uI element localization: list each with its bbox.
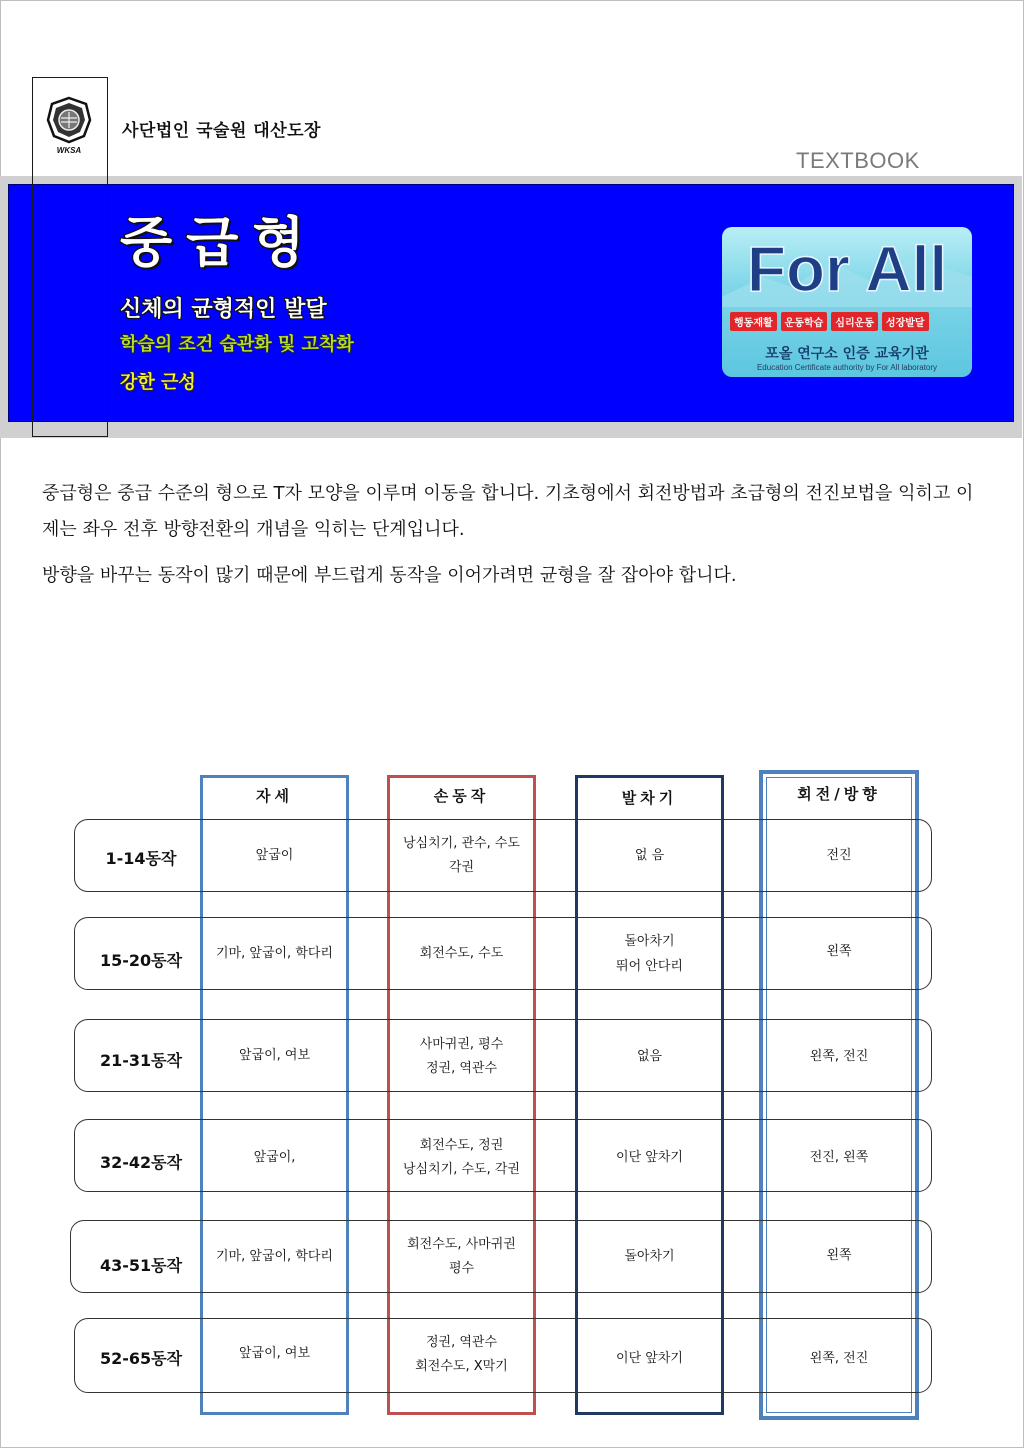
hands-cell-line: 회전수도, X막기 — [415, 1359, 508, 1374]
column-header-hands: 손동작 — [433, 787, 490, 805]
kicks-cell: 이단 앞차기 — [616, 1351, 683, 1366]
banner-goal-grit: 강한 근성 — [120, 372, 196, 393]
badge-tag: 운동학습 — [781, 312, 828, 331]
intro-paragraph: 중급형은 중급 수준의 형으로 T자 모양을 이루며 이동을 합니다. 기초형에서 회전방법과 초급형의 전진보법을 익히고 이제는 좌우 전후 방향전환의 개념을 익히는 단계입니다. — [42, 483, 974, 540]
posture-cell: 앞굽이, 여보 — [238, 1346, 311, 1361]
posture-cell: 앞굽이, — [253, 1150, 296, 1165]
hands-cell-line: 낭심치기, 수도, 각권 — [403, 1162, 520, 1177]
hands-cell-line: 정권, 역관수 — [425, 1061, 498, 1076]
column-header-posture: 자세 — [256, 787, 293, 805]
row-label: 15-20동작 — [99, 951, 183, 970]
kicks-cell: 돌아차기 — [624, 1249, 675, 1264]
badge-tags — [730, 312, 970, 331]
hands-cell-line: 사마귀권, 평수 — [419, 1037, 504, 1052]
page-title: 중급형 — [120, 211, 319, 274]
posture-cell: 기마, 앞굽이, 학다리 — [216, 1249, 333, 1264]
kicks-cell-line: 뛰어 안다리 — [616, 959, 683, 974]
badge-tag: 행동재활 — [730, 312, 777, 331]
direction-cell: 왼쪽 — [826, 1248, 852, 1263]
banner-subtitle: 신체의 균형적인 발달 — [120, 297, 327, 322]
row-label: 1-14동작 — [105, 849, 177, 868]
logo-caption: WKSA — [56, 146, 82, 155]
for-all-badge — [722, 227, 972, 377]
kicks-cell: 없음 — [636, 1049, 663, 1064]
balance-paragraph: 방향을 바꾸는 동작이 많기 때문에 부드럽게 동작을 이어가려면 균형을 잘 잡아야 합니다. — [42, 565, 737, 586]
hands-cell: 회전수도, 수도 — [419, 946, 504, 961]
kicks-cell-line: 돌아차기 — [624, 934, 675, 949]
row-label: 32-42동작 — [99, 1153, 183, 1172]
for-all-logo-text: For All — [746, 233, 948, 305]
badge-certification-en: Education Certificate authority by For All laboratory — [756, 363, 938, 372]
wksa-logo-icon — [46, 96, 92, 156]
textbook-label: TEXTBOOK — [796, 148, 920, 173]
direction-cell: 전진, 왼쪽 — [809, 1150, 869, 1165]
banner-goal-habit: 학습의 조건 습관화 및 고착화 — [120, 334, 354, 355]
direction-cell: 왼쪽, 전진 — [809, 1049, 869, 1064]
hands-cell-line: 각권 — [448, 860, 475, 875]
hands-cell-line: 평수 — [448, 1261, 475, 1276]
row-label: 52-65동작 — [99, 1349, 183, 1368]
badge-tag: 성장발달 — [882, 312, 929, 331]
kicks-cell: 없 음 — [634, 848, 665, 863]
direction-cell: 왼쪽, 전진 — [809, 1351, 869, 1366]
posture-cell: 앞굽이, 여보 — [238, 1048, 311, 1063]
hands-cell-line: 회전수도, 사마귀권 — [407, 1237, 516, 1252]
row-label: 43-51동작 — [99, 1256, 183, 1275]
column-header-kicks: 발차기 — [621, 789, 678, 807]
column-header-direction: 회전/방향 — [797, 785, 881, 803]
direction-cell: 전진 — [826, 848, 852, 863]
for-all-logo — [722, 227, 972, 307]
badge-tag: 심리운동 — [831, 312, 878, 331]
hands-cell-line: 회전수도, 정권 — [419, 1138, 504, 1153]
posture-cell: 기마, 앞굽이, 학다리 — [216, 946, 333, 961]
hands-cell-line: 정권, 역관수 — [425, 1335, 498, 1350]
organization-name: 사단법인 국술원 대산도장 — [122, 121, 321, 141]
row-label: 21-31동작 — [99, 1051, 183, 1070]
posture-cell: 앞굽이 — [255, 848, 294, 863]
badge-certification: 포올 연구소 인증 교육기관 — [765, 346, 929, 362]
direction-cell: 왼쪽 — [826, 944, 852, 959]
hands-cell-line: 낭심치기, 관수, 수도 — [403, 836, 520, 851]
kicks-cell: 이단 앞차기 — [616, 1150, 683, 1165]
